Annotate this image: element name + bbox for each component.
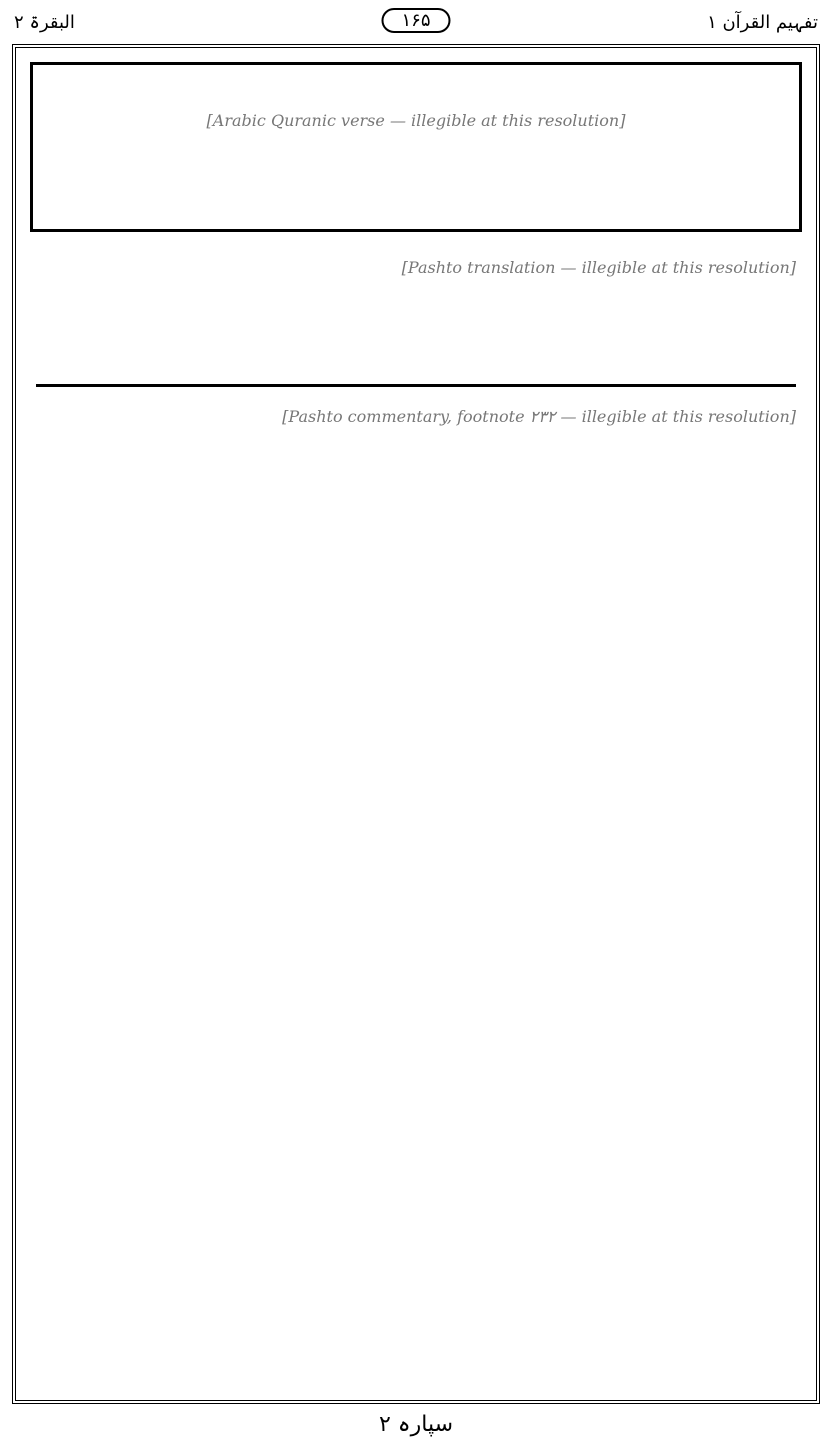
- translation-block: [36, 244, 796, 387]
- translation-text: [Pashto translation — illegible at this resolution]: [401, 258, 796, 277]
- page-header: [10, 6, 822, 42]
- book-title: تفہیم القرآن ۱: [707, 12, 818, 33]
- surah-name: البقرۃ ۲: [14, 12, 75, 33]
- arabic-verse: [Arabic Quranic verse — illegible at this resolution]: [206, 111, 626, 130]
- page-footer: [0, 1412, 832, 1437]
- page-number: ۱۶۵: [381, 8, 450, 33]
- commentary-text: [Pashto commentary, footnote ۲۳۲ — illegible at this resolution]: [282, 407, 796, 426]
- commentary-block: [36, 398, 796, 1388]
- para-label: سپارہ ۲: [378, 1412, 454, 1437]
- arabic-verse-box: [30, 62, 802, 232]
- page-frame: [12, 44, 820, 1404]
